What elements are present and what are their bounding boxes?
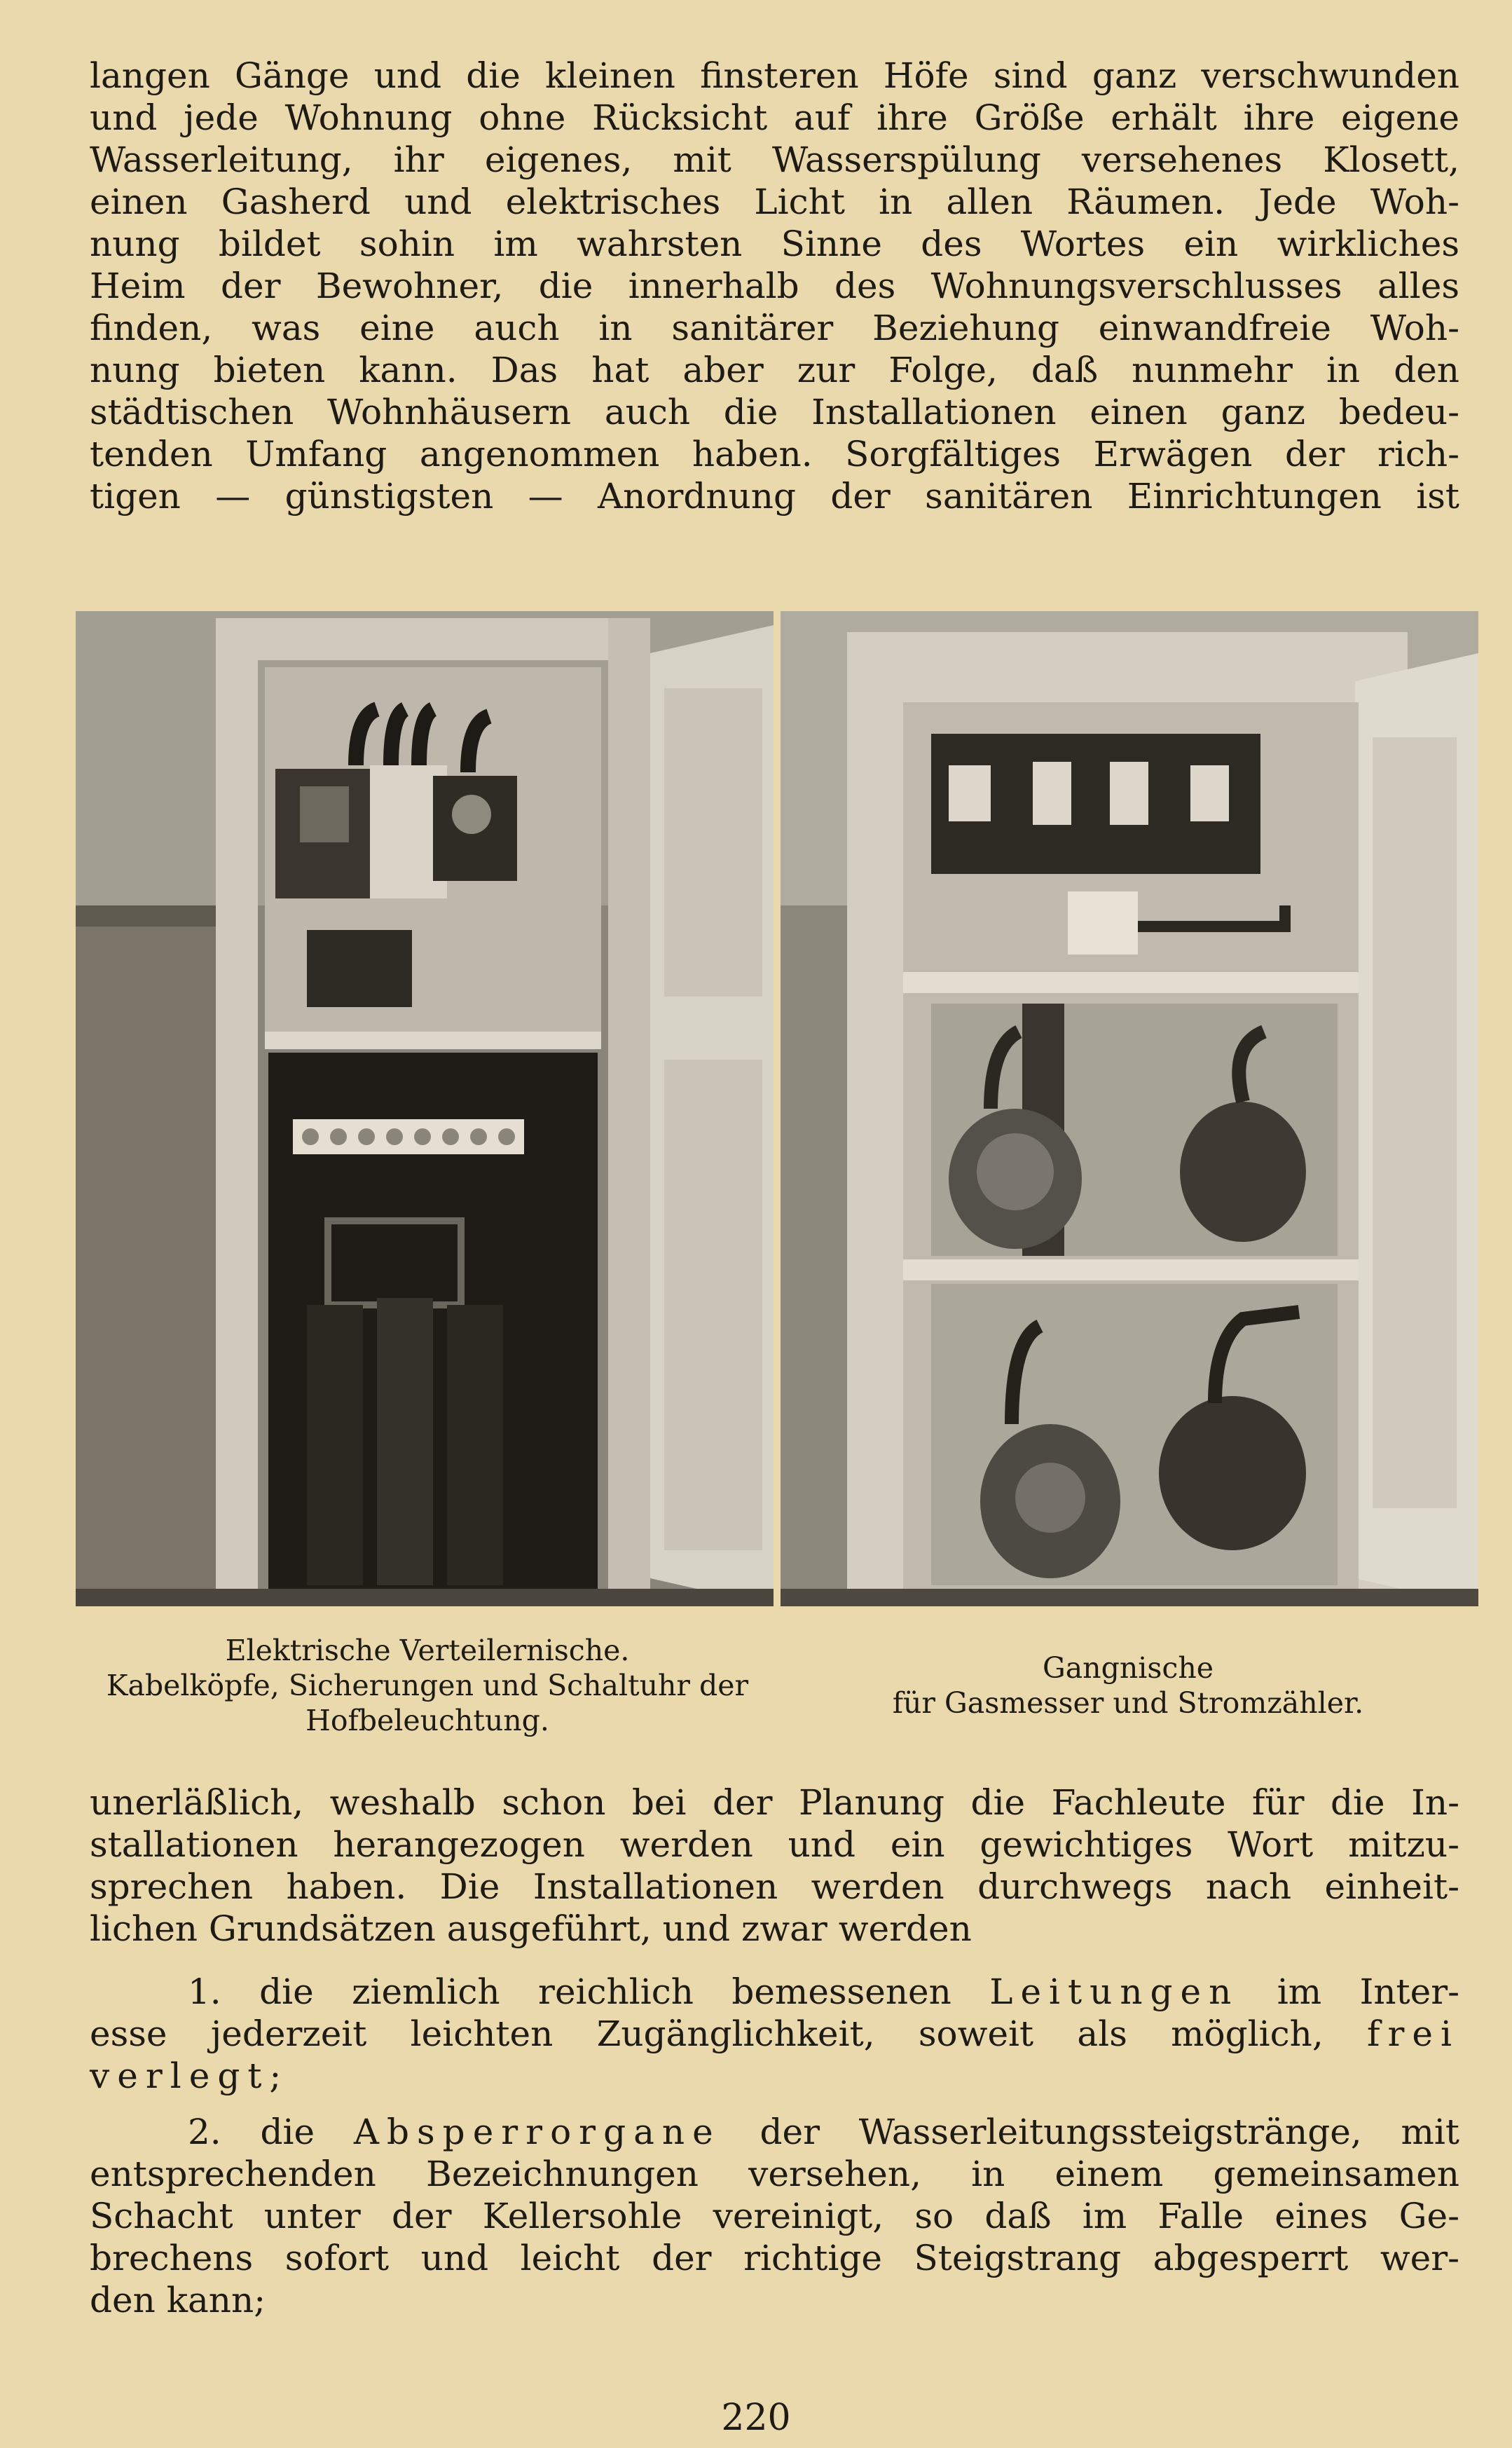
spaced-term: frei xyxy=(1367,2013,1459,2054)
paragraph-middle xyxy=(90,1782,1459,1950)
text-line: den kann; xyxy=(90,2280,266,2320)
text-line: esse jederzeit leichten Zugänglichkeit, soweit als möglich, frei xyxy=(90,2013,1459,2054)
photo-electrical-niche xyxy=(76,611,774,1606)
text-line: langen Gänge und die kleinen finsteren Höfe sind ganz verschwunden xyxy=(90,55,1459,96)
caption-right xyxy=(792,1650,1464,1721)
text-line: brechens sofort und leicht der richtige Steigstrang abgesperrt wer- xyxy=(90,2238,1459,2278)
text-line: und jede Wohnung ohne Rücksicht auf ihre Größe erhält ihre eigene xyxy=(90,97,1459,138)
meter-niche-illustration xyxy=(781,611,1478,1606)
photo-meter-niche xyxy=(781,611,1478,1606)
text-line: Wasserleitung, ihr eigenes, mit Wasserspülung versehenes Klosett, xyxy=(90,139,1459,180)
text-line: Heim der Bewohner, die innerhalb des Wohnungsverschlusses alles xyxy=(90,266,1459,306)
caption-line: Hofbeleuchtung. xyxy=(305,1704,549,1737)
text-line: unerläßlich, weshalb schon bei der Planung die Fachleute für die In- xyxy=(90,1782,1459,1823)
text-line: städtischen Wohnhäusern auch die Installationen einen ganz bedeu- xyxy=(90,392,1459,432)
text-line: tenden Umfang angenommen haben. Sorgfältiges Erwägen der rich- xyxy=(90,434,1459,474)
page-number: 220 xyxy=(721,2397,791,2439)
paragraph-top xyxy=(90,55,1459,517)
text-line: tigen — günstigsten — Anordnung der sanitären Einrichtungen ist xyxy=(90,476,1459,517)
text-line: finden, was eine auch in sanitärer Beziehung einwandfreie Woh- xyxy=(90,308,1459,348)
caption-line: Kabelköpfe, Sicherungen und Schaltuhr der xyxy=(106,1669,749,1702)
text-line: sprechen haben. Die Installationen werden durchwegs nach einheit- xyxy=(90,1866,1459,1907)
caption-line: für Gasmesser und Stromzähler. xyxy=(892,1686,1364,1720)
caption-left xyxy=(56,1633,799,1738)
text-line: entsprechenden Bezeichnungen versehen, in einem gemeinsamen xyxy=(90,2154,1459,2194)
text-line: nung bildet sohin im wahrsten Sinne des Wortes ein wirkliches xyxy=(90,224,1459,264)
spaced-term: verlegt xyxy=(90,2056,270,2096)
text-line: einen Gasherd und elektrisches Licht in allen Räumen. Jede Woh- xyxy=(90,182,1459,222)
text-line: lichen Grundsätzen ausgeführt, und zwar werden xyxy=(90,1908,972,1949)
text-line: nung bieten kann. Das hat aber zur Folge, daß nunmehr in den xyxy=(90,350,1459,390)
text-line: verlegt; xyxy=(90,2056,282,2096)
list-item-1 xyxy=(90,1971,1459,2097)
caption-line: Gangnische xyxy=(1042,1651,1214,1685)
text-line: 2. die Absperrorgane der Wasserleitungssteigstränge, mit xyxy=(188,2112,1459,2152)
text-line: stallationen herangezogen werden und ein gewichtiges Wort mitzu- xyxy=(90,1824,1459,1865)
text-line: 1. die ziemlich reichlich bemessenen Leitungen im Inter- xyxy=(188,1971,1459,2012)
list-item-2 xyxy=(90,2111,1459,2321)
caption-line: Elektrische Verteilernische. xyxy=(225,1634,630,1667)
spaced-term: Leitungen xyxy=(989,1971,1239,2012)
spaced-term: Absperrorgane xyxy=(353,2112,721,2152)
text-line: Schacht unter der Kellersohle vereinigt, so daß im Falle eines Ge- xyxy=(90,2196,1459,2236)
electrical-niche-illustration xyxy=(76,611,774,1606)
